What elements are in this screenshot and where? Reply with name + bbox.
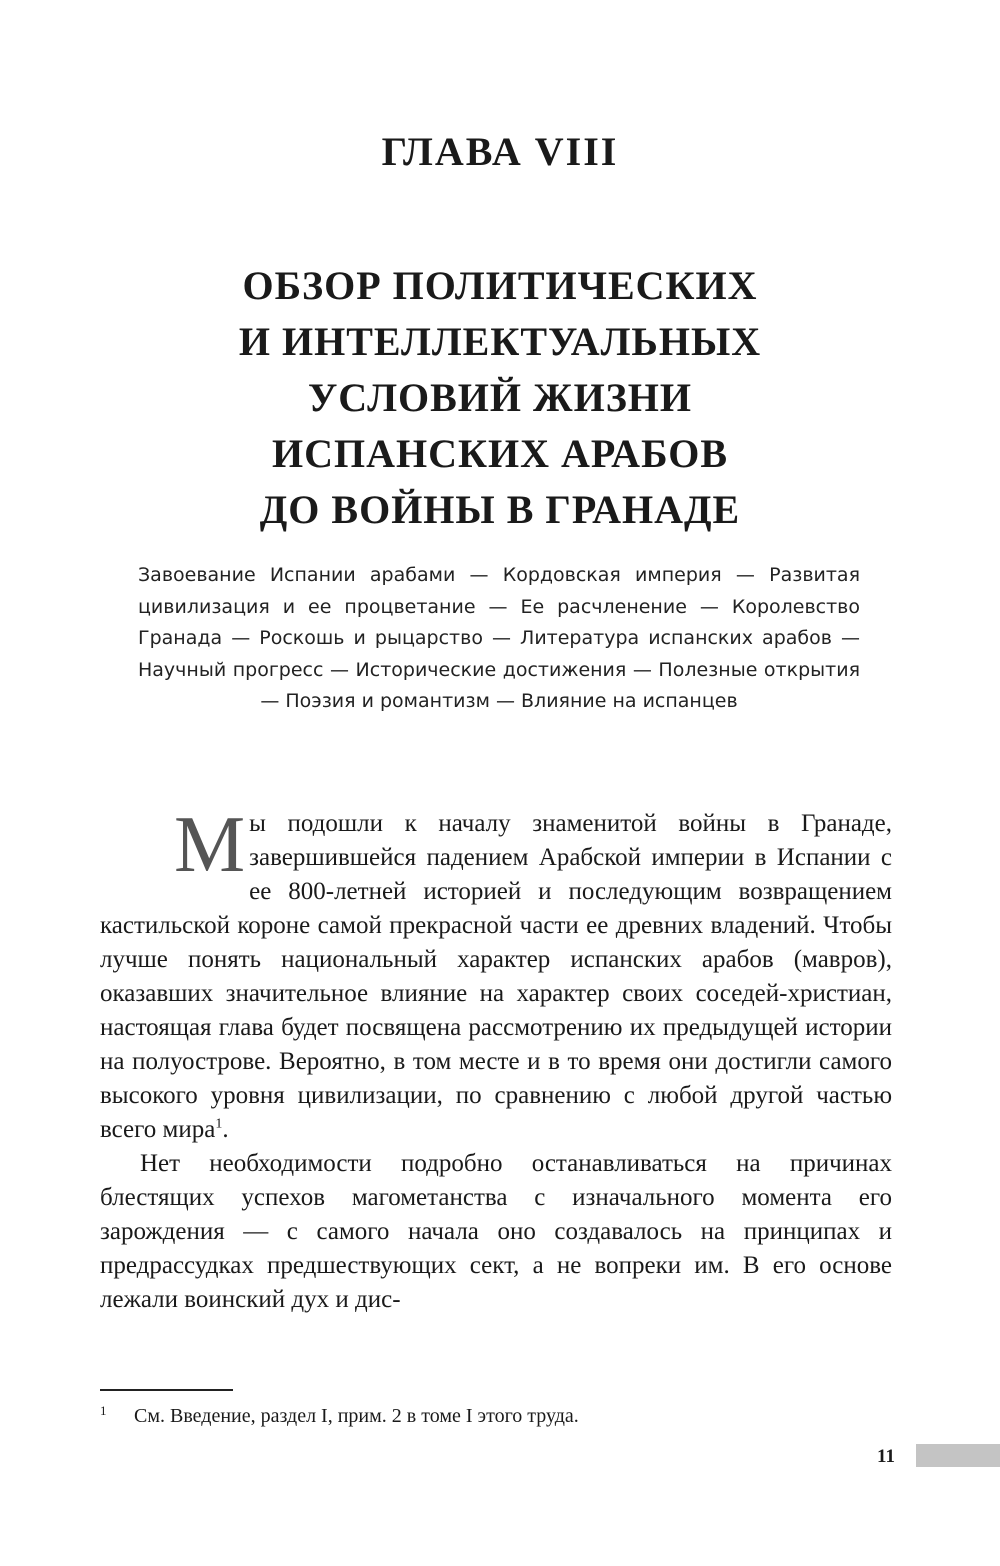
- page-number: 11: [877, 1446, 895, 1467]
- paragraph-2: Нет необходимости подробно останавливаться на причинах блестящих успехов магометанства с изначального момента его зарождения — с самого начала оно создавалось на принципах и предрассудках предшествующих сект, а не вопреки им. В его основе лежали воинский дух и дис-: [100, 1150, 892, 1313]
- footnote: [100, 1402, 892, 1430]
- chapter-summary: Завоевание Испании арабами — Кордовская империя — Развитая цивилизация и ее процветание — Ее расчленение — Королевство Гранада — Роскошь и рыцарство — Литература испанских арабов — Научный прогресс — Исторические достижения — Полезные открытия — Поэзия и романтизм — Влияние на испанцев: [138, 564, 860, 712]
- drop-cap: М: [174, 801, 244, 889]
- paragraph-1-end: .: [222, 1116, 229, 1143]
- chapter-label: ГЛАВА VIII: [381, 129, 619, 174]
- chapter-title-line: И ИНТЕЛЛЕКТУАЛЬНЫХ: [238, 319, 762, 364]
- footnote-text: См. Введение, раздел I, прим. 2 в томе I этого труда.: [134, 1405, 579, 1427]
- body-text: [100, 801, 892, 1317]
- chapter-title-line: ИСПАНСКИХ АРАБОВ: [271, 431, 729, 476]
- footnote-divider: [100, 1389, 233, 1391]
- footnote-reference[interactable]: 1: [215, 1116, 223, 1132]
- paragraph-1-text: ы подошли к началу знаменитой войны в Гранаде, завершившейся падением Арабской империи в Испании с ее 800-летней историей и последующим возвращением кастильской короне самой прекрасной части ее древних владений. Чтобы лучше понять национальный характер испанских арабов (мавров), оказавших значительное влияние на характер своих соседей-христиан, настоящая глава будет посвящена рассмотрению их предыдущей истории на полуострове. Вероятно, в том месте и в то время они достигли самого высокого уровня цивилизации, по сравнению с любой другой частью всего мира: [100, 810, 892, 1143]
- chapter-title-line: УСЛОВИЙ ЖИЗНИ: [307, 375, 693, 420]
- chapter-title: [100, 258, 900, 538]
- page-edge-bar: [916, 1444, 1000, 1467]
- paragraph-1: [100, 801, 892, 1147]
- footnote-number: 1: [100, 1403, 107, 1418]
- chapter-title-line: ДО ВОЙНЫ В ГРАНАДЕ: [259, 487, 741, 532]
- chapter-title-line: ОБЗОР ПОЛИТИЧЕСКИХ: [242, 263, 758, 308]
